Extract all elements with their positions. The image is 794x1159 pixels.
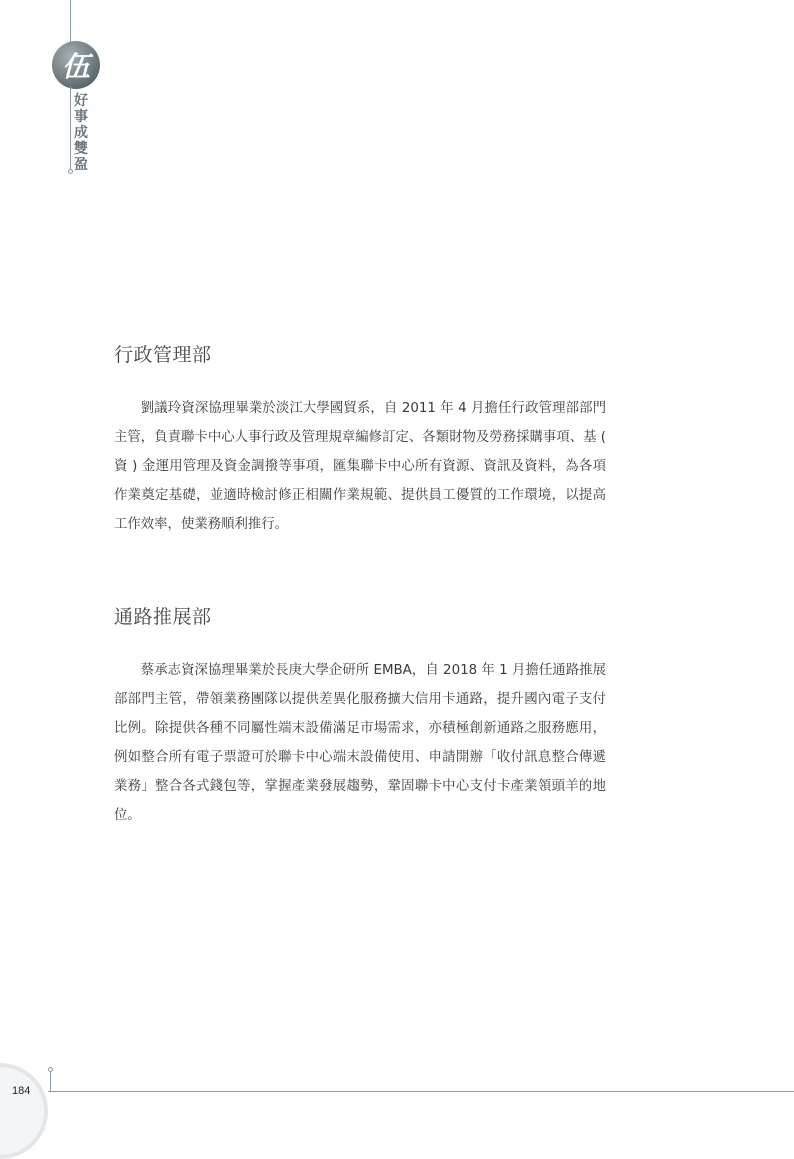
footer-marker-line	[50, 1072, 51, 1091]
footer-marker-dot	[48, 1067, 53, 1072]
chapter-title-char: 好	[74, 93, 88, 109]
chapter-title-char: 事	[74, 109, 88, 125]
chapter-title-char: 盈	[74, 157, 88, 173]
chapter-number: 伍	[61, 50, 90, 83]
chapter-title-char: 雙	[74, 141, 88, 157]
chapter-title-char: 成	[74, 125, 88, 141]
chapter-title	[72, 93, 90, 173]
chapter-marker-line-bottom	[70, 86, 71, 170]
footer-rule	[48, 1091, 794, 1092]
chapter-marker-line-top	[70, 0, 71, 42]
chapter-badge	[52, 41, 100, 89]
chapter-marker-dot	[68, 169, 73, 174]
page-number: 184	[12, 1085, 31, 1097]
section-paragraph: 劉議玲資深協理畢業於淡江大學國貿系，自 2011 年 4 月擔任行政管理部部門主管，負責聯卡中心人事行政及管理規章編修訂定、各類財物及勞務採購事項、基 ( 資 ) 金運用管理及資金調撥等事項，匯集聯卡中心所有資源、資訊及資料，為各項作業奠定基礎，並適時檢討修正相關作業規範、提供員工優質的工作環境，以提高工作效率，使業務順利推行。	[114, 401, 606, 532]
section-paragraph: 蔡承志資深協理畢業於長庚大學企研所 EMBA，自 2018 年 1 月擔任通路推展部部門主管，帶領業務團隊以提供差異化服務擴大信用卡通路，提升國內電子支付比例。除提供各種不同屬性端末設備滿足市場需求，亦積極創新通路之服務應用，例如整合所有電子票證可於聯卡中心端末設備使用、申請開辦「收付訊息整合傳遞業務」整合各式錢包等，掌握產業發展趨勢，鞏固聯卡中心支付卡產業領頭羊的地位。	[114, 663, 606, 823]
section-heading: 通路推展部	[114, 606, 212, 628]
section-heading: 行政管理部	[114, 344, 212, 366]
